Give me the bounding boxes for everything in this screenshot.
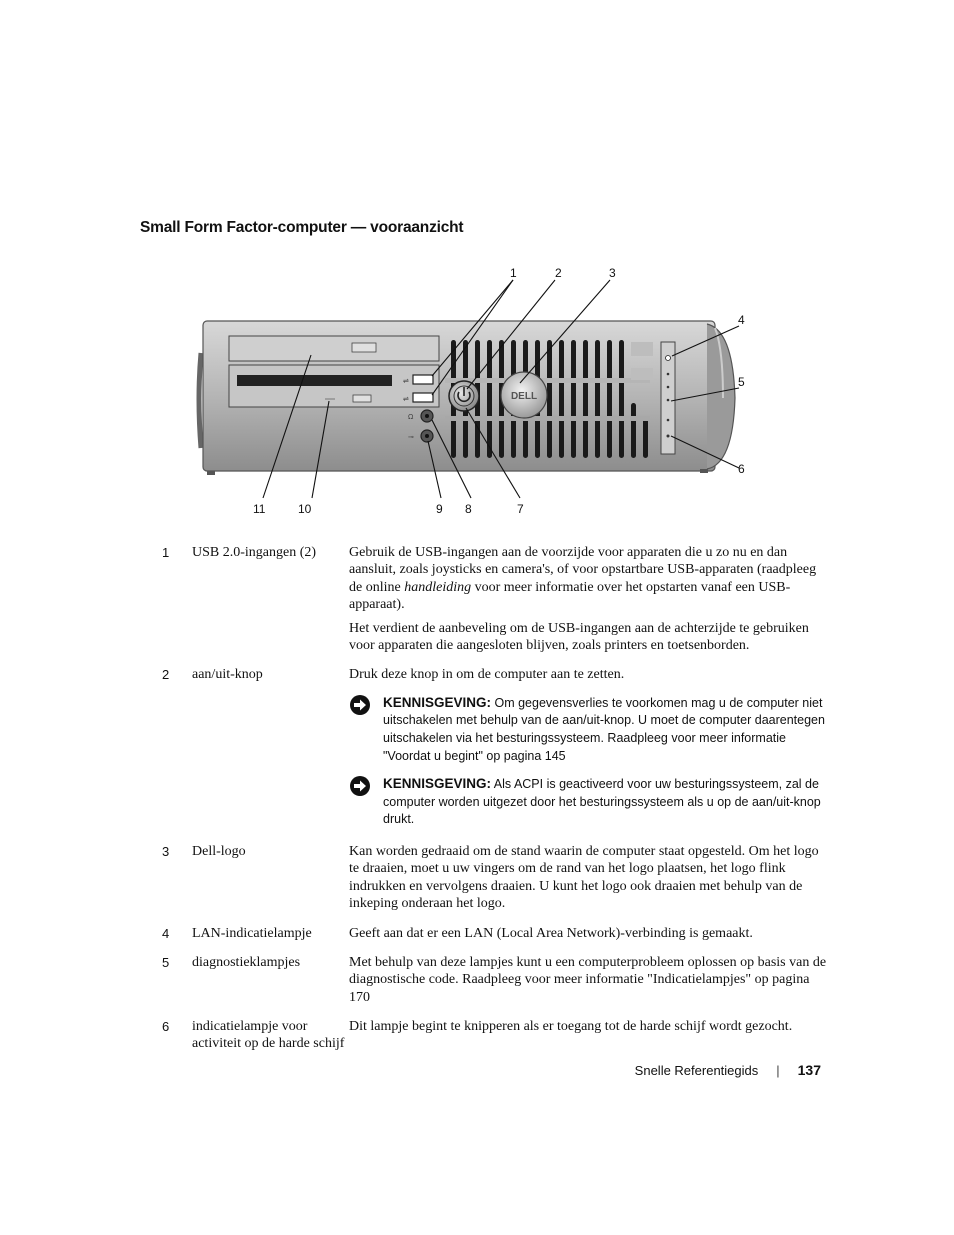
callout-8: 8 (465, 502, 472, 516)
diagnostic-light-c (667, 399, 670, 402)
page-footer (635, 1062, 821, 1078)
notice-block (349, 775, 827, 829)
callout-2: 2 (555, 266, 562, 280)
callout-11: 11 (253, 502, 266, 516)
diagnostic-light-a (667, 373, 670, 376)
table-row (162, 544, 827, 660)
row-label: diagnostieklampjes (192, 955, 301, 971)
callout-3: 3 (609, 266, 616, 280)
case-right-edge (707, 324, 735, 469)
callout-9: 9 (436, 502, 443, 516)
notice-block (349, 694, 827, 765)
section-title: Small Form Factor-computer — vooraanzicht (140, 219, 464, 236)
table-row (162, 843, 827, 919)
row-number: 5 (162, 955, 170, 971)
notice-keyword: KENNISGEVING: (383, 776, 492, 792)
callout-5: 5 (738, 375, 745, 389)
svg-text:⇌: ⇌ (403, 377, 409, 385)
svg-text:Ω: Ω (408, 413, 414, 421)
lan-indicator-light (666, 356, 671, 361)
hdd-activity-light (667, 435, 670, 438)
callout-1: 1 (510, 266, 517, 280)
description-paragraph: Druk deze knop in om de computer aan te zetten. (349, 667, 625, 683)
dell-logo-text: DELL (510, 391, 538, 402)
floppy-eject-button (353, 395, 371, 402)
diagnostic-light-d (667, 419, 670, 422)
computer-front-view-figure (195, 258, 765, 523)
description-paragraph: Gebruik de USB-ingangen aan de voorzijde voor apparaten die u zo nu en dan aansluit, zoals joysticks en camera's, of voor opstartbare USB-apparaten (raadpleeg de online handleiding voor meer informatie over het opstarten vanaf een USB-apparaat). (349, 545, 817, 613)
computer-illustration (195, 258, 765, 523)
row-description (349, 1018, 827, 1052)
notice-text: Om gegevensverlies te voorkomen mag u de computer niet uitschakelen met behulp van de aan/uit-knop. U moet de computer daarentegen uitschakelen via het besturingssysteem. Raadpleeg voor meer informatie "Voordat u begint" op pagina 145 (383, 695, 825, 763)
svg-text:⇌: ⇌ (403, 395, 409, 403)
notice-icon (349, 694, 383, 765)
row-label: LAN-indicatielampje (192, 925, 312, 941)
notice-text: Als ACPI is geactiveerd voor uw besturingssysteem, zal de computer worden uitgezet door het besturingssysteem als u op de aan/uit-knop drukt. (383, 777, 821, 827)
row-number: 3 (162, 844, 170, 859)
optical-drive-bay (229, 336, 439, 361)
usb-port-top (413, 375, 433, 384)
row-description (349, 666, 827, 837)
callout-10: 10 (298, 502, 312, 516)
optical-drive-eject-button (352, 343, 376, 352)
page-number: 137 (797, 1062, 821, 1078)
row-description (349, 843, 827, 919)
callout-7: 7 (517, 502, 524, 516)
component-table (162, 544, 827, 1058)
notice-keyword: KENNISGEVING: (383, 694, 492, 710)
diagnostic-light-b (667, 386, 670, 389)
description-paragraph: Met behulp van deze lampjes kunt u een computerprobleem oplossen op basis van de diagnostische code. Raadpleeg voor meer informatie "Indicatielampjes" op pagina 170 (349, 955, 827, 1005)
callout-6: 6 (738, 462, 745, 476)
table-row (162, 666, 827, 837)
table-row (162, 925, 827, 948)
floppy-slot (237, 375, 392, 386)
description-paragraph: Het verdient de aanbeveling om de USB-ingangen aan de achterzijde te gebruiken voor apparaten die aangesloten blijven, zoals printers en toetsenborden. (349, 620, 809, 654)
row-description (349, 544, 827, 660)
row-number: 2 (162, 667, 170, 683)
row-number: 1 (162, 545, 170, 560)
guide-title: Snelle Referentiegids (634, 1062, 759, 1078)
row-number: 6 (162, 1019, 170, 1035)
footer-separator: | (776, 1062, 780, 1078)
row-description (349, 925, 827, 948)
row-label: indicatielampje voor activiteit op de harde schijf (192, 1019, 345, 1052)
row-description (349, 954, 827, 1012)
description-paragraph: Geeft aan dat er een LAN (Local Area Network)-verbinding is gemaakt. (349, 925, 753, 941)
case-left-edge (199, 353, 201, 448)
notice-icon (349, 775, 383, 829)
description-paragraph: Kan worden gedraaid om de stand waarin de computer staat opgesteld. Om het logo te draaien, moet u uw vingers om de rand van het logo plaatsen, het logo flink indrukken en vervolgens draaien. U kunt het logo ook draaien met behulp van de inkeping onderaan het logo. (349, 844, 819, 912)
table-row (162, 954, 827, 1012)
usb-port-bottom (413, 393, 433, 402)
description-paragraph: Dit lampje begint te knipperen als er toegang tot de harde schijf wordt gezocht. (349, 1019, 793, 1035)
row-number: 4 (162, 925, 170, 941)
svg-text:⊸: ⊸ (408, 433, 414, 441)
row-label: aan/uit-knop (192, 667, 263, 683)
table-row (162, 1018, 827, 1052)
row-label: USB 2.0-ingangen (2) (192, 545, 317, 560)
row-label: Dell-logo (192, 844, 246, 859)
callout-4: 4 (738, 313, 745, 327)
